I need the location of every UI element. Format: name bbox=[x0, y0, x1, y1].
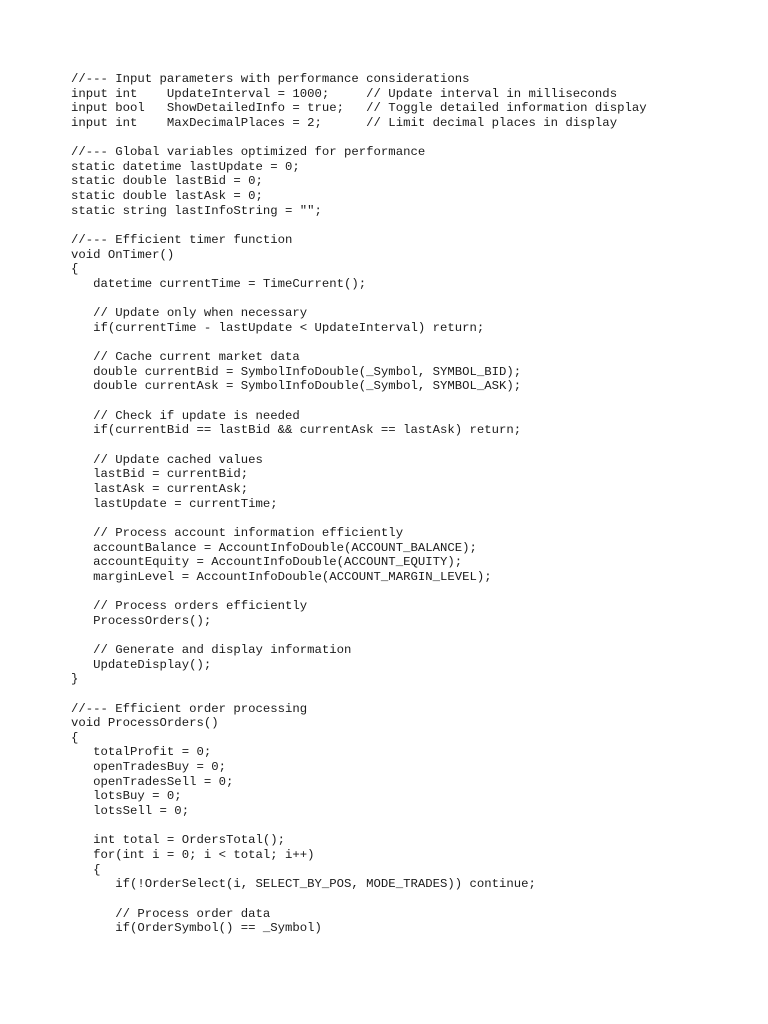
code-line bbox=[71, 292, 647, 307]
code-line: } bbox=[71, 672, 79, 687]
code-line: input bool ShowDetailedInfo = true; // Toggle detailed information display bbox=[71, 101, 647, 116]
code-line: { bbox=[71, 730, 79, 745]
code-line bbox=[71, 511, 647, 526]
code-line: openTradesSell = 0; bbox=[71, 774, 234, 789]
code-line bbox=[71, 131, 647, 146]
code-line: lotsSell = 0; bbox=[71, 804, 190, 819]
code-line bbox=[71, 218, 647, 233]
code-line: if(currentBid == lastBid && currentAsk == lastAsk) return; bbox=[71, 423, 522, 438]
code-line: static double lastAsk = 0; bbox=[71, 189, 263, 204]
code-line bbox=[71, 394, 647, 409]
code-line bbox=[71, 438, 647, 453]
code-line: lastAsk = currentAsk; bbox=[71, 481, 249, 496]
code-line: lotsBuy = 0; bbox=[71, 789, 182, 804]
code-line: //--- Efficient timer function bbox=[71, 233, 293, 248]
code-line: // Process account information efficiently bbox=[71, 525, 404, 540]
code-line: // Check if update is needed bbox=[71, 408, 300, 423]
code-line bbox=[71, 892, 647, 907]
code-line: accountBalance = AccountInfoDouble(ACCOUNT_BALANCE); bbox=[71, 540, 477, 555]
code-line bbox=[71, 819, 647, 834]
code-line: // Process order data bbox=[71, 906, 271, 921]
code-line bbox=[71, 687, 647, 702]
code-line: for(int i = 0; i < total; i++) bbox=[71, 847, 315, 862]
code-line: lastBid = currentBid; bbox=[71, 467, 249, 482]
code-line: // Cache current market data bbox=[71, 350, 300, 365]
code-line: { bbox=[71, 262, 79, 277]
code-line: void ProcessOrders() bbox=[71, 716, 219, 731]
code-line: double currentAsk = SymbolInfoDouble(_Symbol, SYMBOL_ASK); bbox=[71, 379, 522, 394]
code-line: //--- Efficient order processing bbox=[71, 701, 308, 716]
code-line: lastUpdate = currentTime; bbox=[71, 496, 278, 511]
code-line bbox=[71, 628, 647, 643]
code-line: //--- Global variables optimized for performance bbox=[71, 145, 426, 160]
code-line: static string lastInfoString = ""; bbox=[71, 203, 322, 218]
code-line: if(currentTime - lastUpdate < UpdateInterval) return; bbox=[71, 320, 485, 335]
code-line: openTradesBuy = 0; bbox=[71, 760, 226, 775]
code-line: // Update cached values bbox=[71, 452, 263, 467]
code-line: int total = OrdersTotal(); bbox=[71, 833, 286, 848]
code-line: { bbox=[71, 862, 101, 877]
code-line: //--- Input parameters with performance considerations bbox=[71, 72, 470, 86]
code-line: double currentBid = SymbolInfoDouble(_Symbol, SYMBOL_BID); bbox=[71, 364, 522, 379]
code-line: input int UpdateInterval = 1000; // Update interval in milliseconds bbox=[71, 86, 618, 101]
code-line bbox=[71, 584, 647, 599]
code-line: UpdateDisplay(); bbox=[71, 657, 212, 672]
code-line: if(OrderSymbol() == _Symbol) bbox=[71, 921, 322, 936]
code-line: ProcessOrders(); bbox=[71, 613, 212, 628]
code-block bbox=[71, 72, 647, 936]
code-line: // Generate and display information bbox=[71, 642, 352, 657]
code-line: marginLevel = AccountInfoDouble(ACCOUNT_MARGIN_LEVEL); bbox=[71, 569, 492, 584]
code-line: void OnTimer() bbox=[71, 247, 175, 262]
code-line bbox=[71, 336, 647, 351]
code-line: datetime currentTime = TimeCurrent(); bbox=[71, 276, 367, 291]
code-line: input int MaxDecimalPlaces = 2; // Limit decimal places in display bbox=[71, 115, 618, 130]
code-line: // Update only when necessary bbox=[71, 306, 308, 321]
code-line: if(!OrderSelect(i, SELECT_BY_POS, MODE_TRADES)) continue; bbox=[71, 877, 536, 892]
code-line: // Process orders efficiently bbox=[71, 599, 308, 614]
code-line: static double lastBid = 0; bbox=[71, 174, 263, 189]
code-line: accountEquity = AccountInfoDouble(ACCOUNT_EQUITY); bbox=[71, 555, 463, 570]
code-line: totalProfit = 0; bbox=[71, 745, 212, 760]
code-line: static datetime lastUpdate = 0; bbox=[71, 159, 300, 174]
